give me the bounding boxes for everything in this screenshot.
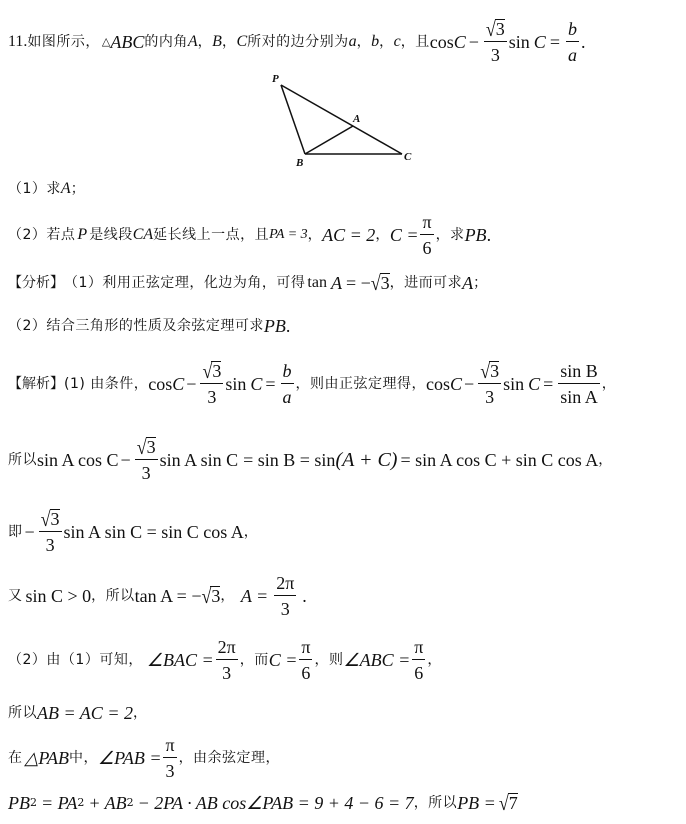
label-C: C — [404, 151, 412, 163]
analysis-line-1: 【分析】 （1）利用正弦定理，化边为角，可得 tan A = − √ 3 ，进而可求 A ； — [8, 271, 488, 295]
fraction-pi-over-6: $\frac{\pi}{6}$ — [422, 212, 432, 258]
analysis-tag: 【分析】 — [8, 275, 64, 291]
analysis-line-2: （2）结合三角形的性质及余弦定理可求 PB . — [8, 316, 291, 336]
triangle-icon: △ — [101, 35, 111, 48]
problem-stem: 11. 如图所示， △ ABC 的内角 A ， B ， C 所对的边分别为 a ， b ， c ，且 cos C − √ 3 3 sin C = $\frac{b}{a}$ . — [8, 17, 586, 65]
solution-line-8: PB 2 = PA 2 + AB 2 − 2PA · AB cos∠PAB = 9 + 4 − 6 = 7 ，所以 PB = √ 7 — [8, 791, 518, 815]
segment-BA — [305, 126, 353, 154]
segment-PC — [281, 85, 402, 154]
label-P: P — [272, 73, 279, 85]
fraction-sqrt3-over-3: √ 3 3 — [485, 17, 505, 65]
fraction-b-over-a: $\frac{b}{a}$ — [567, 19, 577, 65]
segment-PB — [281, 85, 305, 154]
solution-line-5: （2）由（1）可知， ∠BAC = $\frac{2\pi}{3}$ ，而 C = $\frac{\pi}{6}$ ，则 ∠ABC = $\frac{\pi}{6}$ ， — [8, 637, 442, 683]
solution-line-1: 【解析】 (1) 由条件， cos C − √ 3 3 sin C = $\frac{b}{a}$ ，则由正弦定理得， cos C − √ 3 3 sin C = $\frac{\text{sin B}}{\text{sin A}}$ ， — [8, 359, 617, 407]
part1-question: （1）求 A ； — [8, 180, 86, 197]
label-B: B — [296, 157, 304, 169]
solution-line-2: 所以 sin A cos C − √ 3 3 sin A sin C = sin B = sin (A + C) = sin A cos C + sin C cos A ， — [8, 435, 613, 483]
label-A: A — [353, 113, 361, 125]
solution-line-4: 又 sin C > 0 ，所以 tan A = − √ 3 ， A = $\frac{2\pi}{3}$ . — [8, 573, 307, 619]
solution-line-7: 在 △PAB 中， ∠PAB = $\frac{\pi}{3}$ ，由余弦定理， — [8, 735, 281, 781]
solution-line-3: 即 − √ 3 3 sin A sin C = sin C cos A ， — [8, 507, 259, 555]
solution-tag: 【解析】 — [8, 376, 64, 392]
solution-line-6: 所以 AB = AC = 2 ， — [8, 703, 148, 723]
sqrt-3: √ 3 — [370, 271, 390, 295]
part2-question: （2）若点 P 是线段 CA 延长线上一点，且 PA = 3 ， AC = 2 ， C = $\frac{\pi}{6}$ ，求 PB . — [8, 212, 492, 258]
problem-number: 11. — [8, 33, 28, 50]
